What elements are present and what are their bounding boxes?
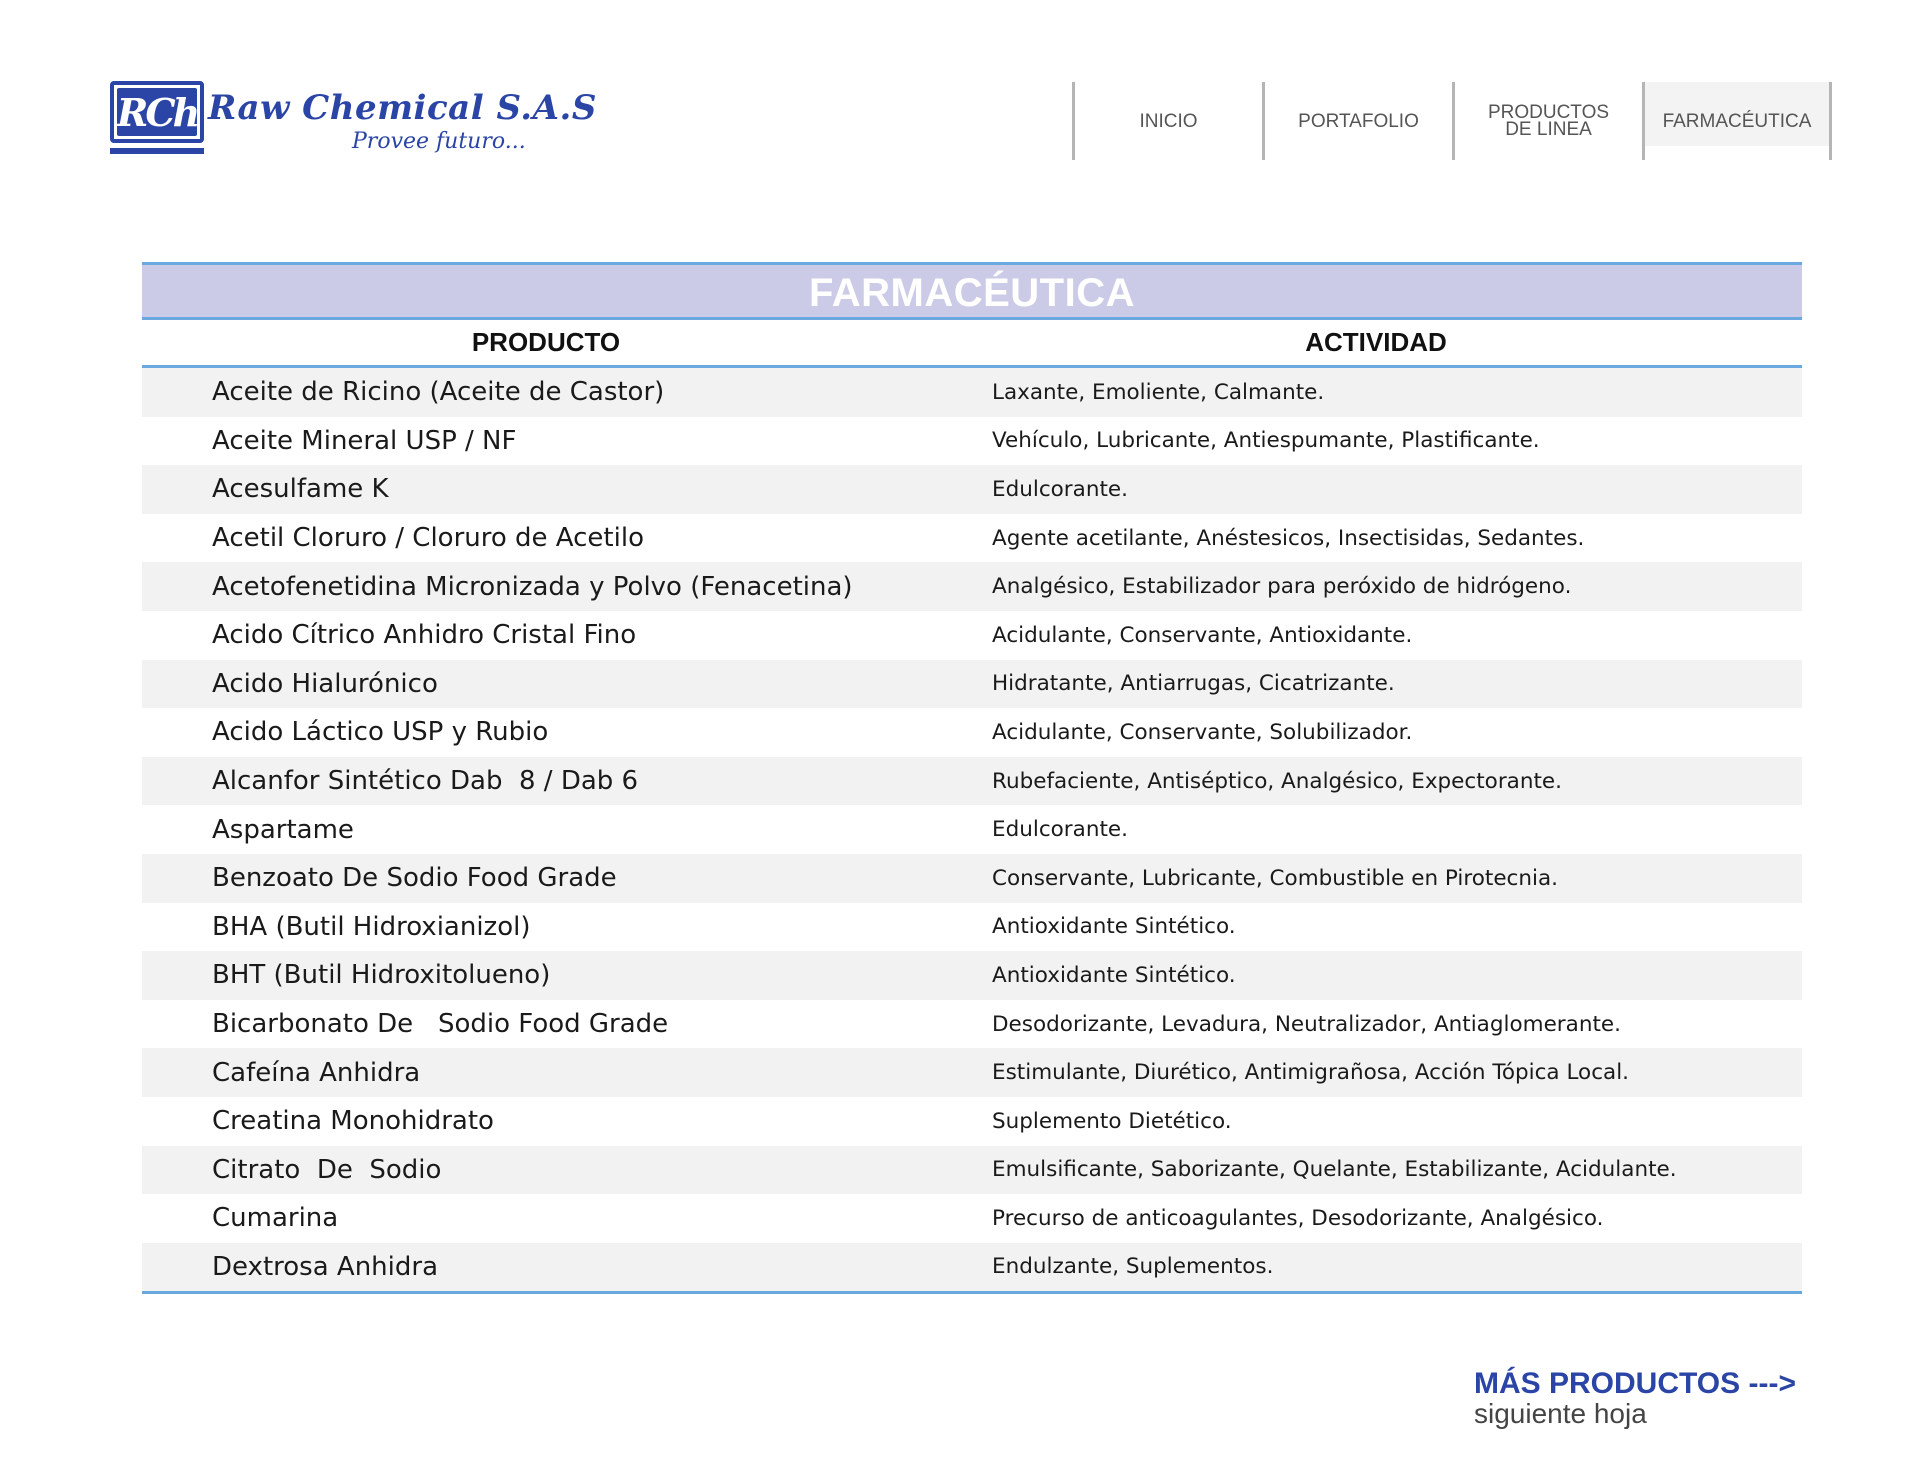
company-name: Raw Chemical S.A.S bbox=[208, 88, 597, 128]
table-body bbox=[142, 368, 1802, 1294]
product-cell: Acido Hialurónico bbox=[212, 668, 438, 699]
product-cell: Dextrosa Anhidra bbox=[212, 1251, 439, 1282]
activity-cell: Acidulante, Conservante, Antioxidante. bbox=[992, 622, 1413, 648]
nav-item-label: PORTAFOLIO bbox=[1298, 110, 1419, 132]
activity-cell: Rubefaciente, Antiséptico, Analgésico, Expectorante. bbox=[992, 768, 1562, 794]
table-row bbox=[142, 562, 1802, 611]
table-row bbox=[142, 660, 1802, 709]
company-tagline: Provee futuro... bbox=[352, 129, 526, 154]
product-cell: Acido Láctico USP y Rubio bbox=[212, 717, 549, 748]
activity-cell: Edulcorante. bbox=[992, 476, 1128, 502]
activity-cell: Antioxidante Sintético. bbox=[992, 914, 1236, 940]
table-title: FARMACÉUTICA bbox=[142, 262, 1802, 320]
product-table bbox=[142, 262, 1802, 1294]
more-products-link[interactable] bbox=[1474, 1368, 1804, 1428]
table-row bbox=[142, 805, 1802, 854]
table-row bbox=[142, 1048, 1802, 1097]
activity-cell: Analgésico, Estabilizador para peróxido de hidrógeno. bbox=[992, 574, 1572, 600]
table-row bbox=[142, 368, 1802, 417]
logo-mark-text: RCh bbox=[116, 89, 198, 135]
nav-item-inicio[interactable] bbox=[1072, 82, 1262, 160]
activity-cell: Vehículo, Lubricante, Antiespumante, Plastificante. bbox=[992, 428, 1540, 454]
logo-mark bbox=[110, 81, 204, 143]
product-cell: Acido Cítrico Anhidro Cristal Fino bbox=[212, 620, 637, 651]
activity-cell: Antioxidante Sintético. bbox=[992, 962, 1236, 988]
table-row bbox=[142, 854, 1802, 903]
product-cell: Creatina Monohidrato bbox=[212, 1106, 494, 1137]
activity-cell: Desodorizante, Levadura, Neutralizador, Antiaglomerante. bbox=[992, 1011, 1621, 1037]
table-row bbox=[142, 757, 1802, 806]
nav-item-portafolio[interactable] bbox=[1262, 82, 1452, 160]
table-row bbox=[142, 611, 1802, 660]
activity-cell: Edulcorante. bbox=[992, 817, 1128, 843]
product-cell: Cafeína Anhidra bbox=[212, 1057, 421, 1088]
nav-item-label: PRODUCTOS DE LINEA bbox=[1487, 102, 1610, 140]
table-row bbox=[142, 1097, 1802, 1146]
product-cell: Acesulfame K bbox=[212, 474, 389, 505]
product-cell: Benzoato De Sodio Food Grade bbox=[212, 863, 617, 894]
table-row bbox=[142, 1000, 1802, 1049]
product-cell: Aceite de Ricino (Aceite de Castor) bbox=[212, 377, 665, 408]
table-row bbox=[142, 514, 1802, 563]
product-cell: Bicarbonato De Sodio Food Grade bbox=[212, 1009, 669, 1040]
table-row bbox=[142, 417, 1802, 466]
more-products-subtitle: siguiente hoja bbox=[1474, 1398, 1647, 1429]
activity-cell: Suplemento Dietético. bbox=[992, 1108, 1232, 1134]
activity-cell: Laxante, Emoliente, Calmante. bbox=[992, 379, 1325, 405]
product-cell: Acetil Cloruro / Cloruro de Acetilo bbox=[212, 523, 644, 554]
main-nav bbox=[1072, 82, 1832, 160]
product-cell: Aceite Mineral USP / NF bbox=[212, 425, 517, 456]
nav-item-productos-de-linea[interactable] bbox=[1452, 82, 1642, 160]
table-row bbox=[142, 903, 1802, 952]
nav-item-label: INICIO bbox=[1139, 110, 1198, 132]
activity-cell: Conservante, Lubricante, Combustible en Pirotecnia. bbox=[992, 865, 1558, 891]
table-row bbox=[142, 951, 1802, 1000]
column-header-activity: ACTIVIDAD bbox=[1305, 327, 1447, 357]
product-cell: Citrato De Sodio bbox=[212, 1154, 442, 1185]
activity-cell: Emulsificante, Saborizante, Quelante, Estabilizante, Acidulante. bbox=[992, 1157, 1677, 1183]
nav-item-farmaceutica[interactable] bbox=[1642, 82, 1832, 160]
column-header-product: PRODUCTO bbox=[471, 327, 621, 357]
table-row bbox=[142, 708, 1802, 757]
activity-cell: Precurso de anticoagulantes, Desodorizante, Analgésico. bbox=[992, 1205, 1604, 1231]
table-row bbox=[142, 465, 1802, 514]
logo-underline bbox=[110, 148, 204, 154]
table-header bbox=[142, 320, 1802, 368]
nav-item-label: FARMACÉUTICA bbox=[1662, 110, 1812, 132]
table-row bbox=[142, 1243, 1802, 1292]
product-cell: BHA (Butil Hidroxianizol) bbox=[212, 911, 531, 942]
company-logo[interactable] bbox=[110, 78, 597, 168]
activity-cell: Agente acetilante, Anéstesicos, Insectisidas, Sedantes. bbox=[992, 525, 1585, 551]
activity-cell: Acidulante, Conservante, Solubilizador. bbox=[992, 719, 1413, 745]
table-row bbox=[142, 1146, 1802, 1195]
product-cell: BHT (Butil Hidroxitolueno) bbox=[212, 960, 551, 991]
more-products-title: MÁS PRODUCTOS ---> bbox=[1474, 1367, 1796, 1400]
table-row bbox=[142, 1194, 1802, 1243]
product-cell: Cumarina bbox=[212, 1203, 339, 1234]
activity-cell: Estimulante, Diurético, Antimigrañosa, Acción Tópica Local. bbox=[992, 1060, 1630, 1086]
product-cell: Alcanfor Sintético Dab 8 / Dab 6 bbox=[212, 766, 639, 797]
activity-cell: Endulzante, Suplementos. bbox=[992, 1254, 1274, 1280]
product-cell: Acetofenetidina Micronizada y Polvo (Fenacetina) bbox=[212, 571, 853, 602]
product-cell: Aspartame bbox=[212, 814, 354, 845]
activity-cell: Hidratante, Antiarrugas, Cicatrizante. bbox=[992, 671, 1395, 697]
